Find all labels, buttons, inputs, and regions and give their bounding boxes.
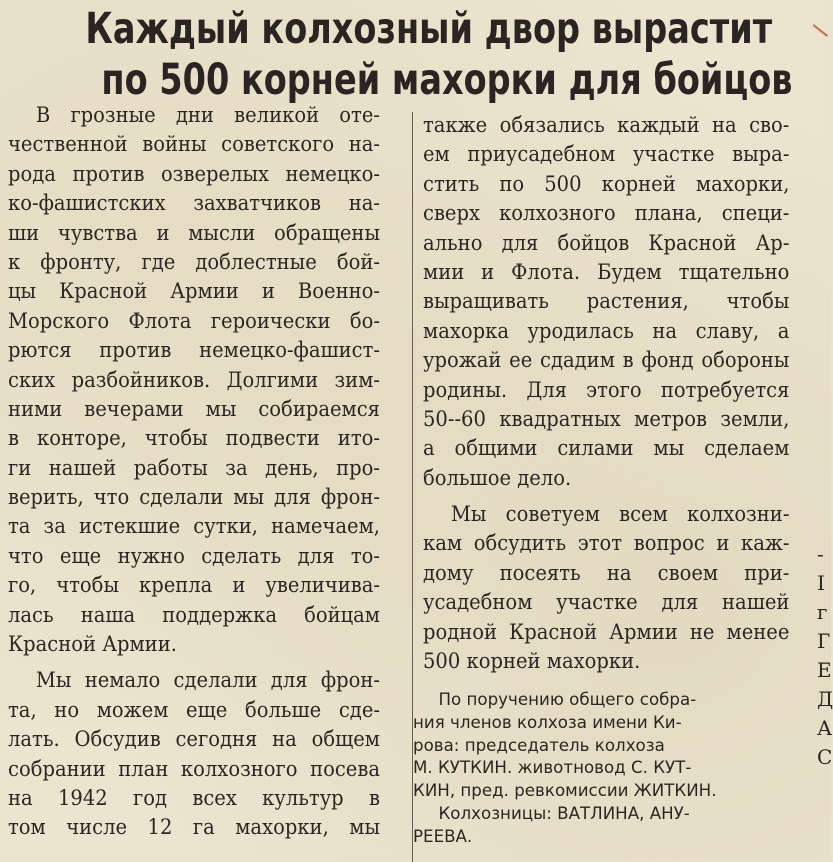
edge-fragment-char: I [817, 571, 825, 595]
text-line: кам обсудить этот вопрос и каж- [423, 531, 790, 556]
text-line: собрании план колхозного посева [8, 756, 380, 781]
signature-line: КИН, пред. ревкомиссии ЖИТКИН. [413, 781, 717, 802]
headline-line-1: Каждый колхозный двор вырастит [85, 4, 773, 54]
text-line: ских разбойников. Долгими зим- [8, 367, 380, 392]
text-line: родины. Для этого потребуется [423, 377, 790, 402]
text-line: ко-фашистских захватчиков на- [8, 191, 380, 216]
text-line: выращивать растения, чтобы [423, 289, 790, 314]
article-left-column [8, 101, 408, 843]
text-line: что еще нужно сделать для то- [8, 543, 380, 568]
signature-line: По поручению общего собра- [438, 690, 697, 710]
signature-line: РЕЕВА. [413, 826, 473, 847]
text-line: том числе 12 га махорки, мы [8, 815, 380, 840]
text-line: также обязались каждый на сво- [423, 113, 790, 137]
text-line: Мы немало сделали для фрон- [35, 668, 381, 693]
signature-line: Колхозницы: ВАТЛИНА, АНУ- [438, 803, 690, 824]
text-line: ально для бойцов Красной Ар- [423, 230, 790, 255]
text-line: ши чувства и мысли обращены [8, 220, 380, 245]
text-line: ними вечерами мы собираемся [8, 396, 380, 421]
text-line: стить по 500 корней махорки, [423, 171, 790, 196]
article-right-column [423, 111, 817, 676]
text-line: та за истекшие сутки, намечаем, [8, 514, 380, 539]
paragraph-gap [8, 659, 408, 666]
text-line: В грозные дни великой оте- [35, 103, 381, 127]
text-line: в конторе, чтобы подвести ито- [8, 426, 380, 451]
text-line: рются против немецко-фашист- [8, 338, 380, 363]
text-line: чественной войны советского на- [8, 132, 380, 157]
text-line: Красной Армии. [8, 632, 177, 657]
edge-fragment-char: С [817, 745, 833, 769]
signature-line: М. КУТКИН. животновод С. КУТ- [413, 758, 692, 779]
text-line: 500 корней махорки. [423, 649, 641, 674]
text-line: 50--60 квадратных метров земли, [423, 406, 790, 431]
text-line: усадебном участке для нашей [423, 590, 790, 615]
text-line: та, но можем еще больше сде- [8, 697, 380, 722]
text-line: Морского Флота героически бо- [8, 308, 380, 333]
edge-fragment-char: Е [817, 658, 832, 682]
text-line: на 1942 год всех культур в [8, 785, 380, 810]
text-line: большое дело. [423, 465, 572, 490]
text-line: урожай ее сдадим в фонд обороны [423, 348, 790, 373]
text-line: цы Красной Армии и Военно- [8, 279, 380, 304]
text-line: верить, что сделали мы для фрон- [8, 485, 380, 510]
text-line: дому посеять на своем при- [423, 560, 790, 585]
paragraph-gap [423, 493, 817, 500]
text-line: го, чтобы крепла и увеличива- [8, 573, 380, 598]
text-line: сверх колхозного плана, специ- [423, 201, 790, 226]
signature-line: ния членов колхоза имени Ки- [413, 712, 682, 733]
text-line: махорка уродилась на славу, а [423, 318, 790, 343]
text-line: к фронту, где доблестные бой- [8, 249, 380, 274]
text-line: Мы советуем всем колхозни- [450, 502, 790, 527]
edge-fragment-char: г [817, 600, 828, 624]
text-line: а общими силами мы сделаем [423, 436, 790, 461]
text-line: родной Красной Армии не менее [423, 619, 790, 644]
edge-fragment-char: А [817, 716, 833, 740]
text-line: ем приусадебном участке выра- [423, 142, 790, 167]
edge-fragment-char: Д [817, 687, 833, 711]
article-signature [413, 689, 823, 849]
pencil-mark [804, 24, 828, 48]
headline-line-2: по 500 корней махорки для бойцов [101, 55, 793, 105]
text-line: лать. Обсудив сегодня на общем [8, 727, 380, 752]
edge-fragment-char: Г [817, 629, 831, 653]
text-line: рода против озверелых немецко- [8, 161, 380, 186]
edge-fragment-char: - [817, 542, 824, 566]
adjacent-column-fragment [817, 540, 831, 772]
text-line: мии и Флота. Будем тщательно [423, 259, 790, 284]
signature-line: рова: председатель колхоза [413, 735, 665, 756]
text-line: ги нашей работы за день, про- [8, 455, 380, 480]
text-line: лась наша поддержка бойцам [8, 602, 380, 627]
